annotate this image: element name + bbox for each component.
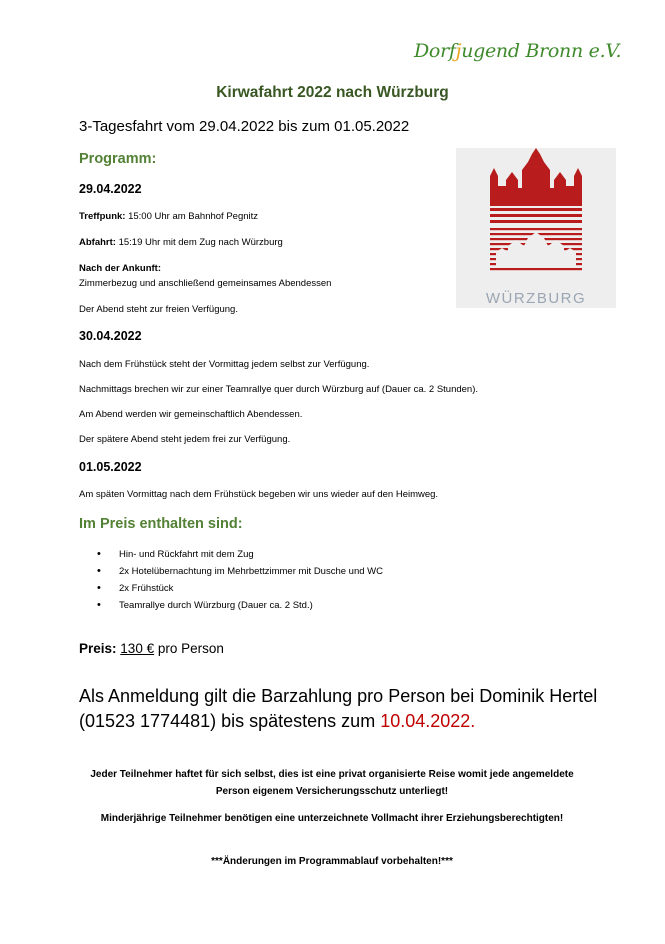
day2-date: 30.04.2022 — [79, 329, 142, 343]
registration-info: Als Anmeldung gilt die Barzahlung pro Person bei Dominik Hertel (01523 1774481) bis spätestens zum 10.04.2022. — [79, 686, 598, 731]
skyline-stripe — [490, 268, 582, 270]
wuerzburg-logo-text: WÜRZBURG — [485, 290, 587, 307]
trip-dates: 3-Tagesfahrt vom 29.04.2022 bis zum 01.05.2022 — [79, 118, 410, 135]
day1-departure: Abfahrt: 15:19 Uhr mit dem Zug nach Würzburg — [79, 237, 283, 248]
day3-date: 01.05.2022 — [79, 460, 142, 474]
liability-note: Jeder Teilnehmer haftet für sich selbst, dies ist eine privat organisierte Reise womit jede angemeldete Person eigenem Versicherungsschutz unterliegt! — [90, 769, 574, 797]
list-item: • Hin- und Rückfahrt mit dem Zug — [97, 546, 383, 563]
day1-date: 29.04.2022 — [79, 182, 142, 196]
page-title: Kirwafahrt 2022 nach Würzburg — [216, 84, 449, 101]
minor-note: Minderjährige Teilnehmer benötigen eine unterzeichnete Vollmacht ihrer Erziehungsberechtigten! — [100, 813, 564, 824]
day2-line: Nach dem Frühstück steht der Vormittag jedem selbst zur Verfügung. — [79, 359, 370, 370]
day1-arrival-text: Zimmerbezug und anschließend gemeinsames Abendessen — [79, 278, 332, 289]
day2-line: Der spätere Abend steht jedem frei zur Verfügung. — [79, 434, 291, 445]
changes-note: ***Änderungen im Programmablauf vorbehalten!*** — [211, 856, 453, 867]
list-item: • 2x Hotelübernachtung im Mehrbettzimmer mit Dusche und WC — [97, 563, 383, 580]
wuerzburg-logo — [456, 148, 616, 308]
day2-line: Am Abend werden wir gemeinschaftlich Abendessen. — [79, 409, 303, 420]
wuerzburg-skyline-icon — [456, 148, 616, 288]
day1-arrival-label: Nach der Ankunft: — [79, 263, 161, 274]
club-logo: Dorfjugend Bronn e.V. — [414, 40, 622, 62]
program-heading: Programm: — [79, 151, 157, 167]
day1-meeting-point: Treffpunk: 15:00 Uhr am Bahnhof Pegnitz — [79, 211, 259, 222]
day1-evening: Der Abend steht zur freien Verfügung. — [79, 304, 238, 315]
list-item: • 2x Frühstück — [97, 580, 383, 597]
included-heading: Im Preis enthalten sind: — [79, 516, 243, 532]
day3-line: Am späten Vormittag nach dem Frühstück begeben wir uns wieder auf den Heimweg. — [79, 489, 439, 500]
skyline-stripe — [490, 228, 582, 230]
list-item: • Teamrallye durch Würzburg (Dauer ca. 2 Std.) — [97, 597, 383, 614]
registration-deadline: 10.04.2022. — [380, 711, 476, 731]
day2-line: Nachmittags brechen wir zur einer Teamrallye quer durch Würzburg auf (Dauer ca. 2 Stunden). — [79, 384, 479, 395]
included-list — [97, 546, 383, 614]
price: Preis: 130 € pro Person — [79, 641, 224, 656]
